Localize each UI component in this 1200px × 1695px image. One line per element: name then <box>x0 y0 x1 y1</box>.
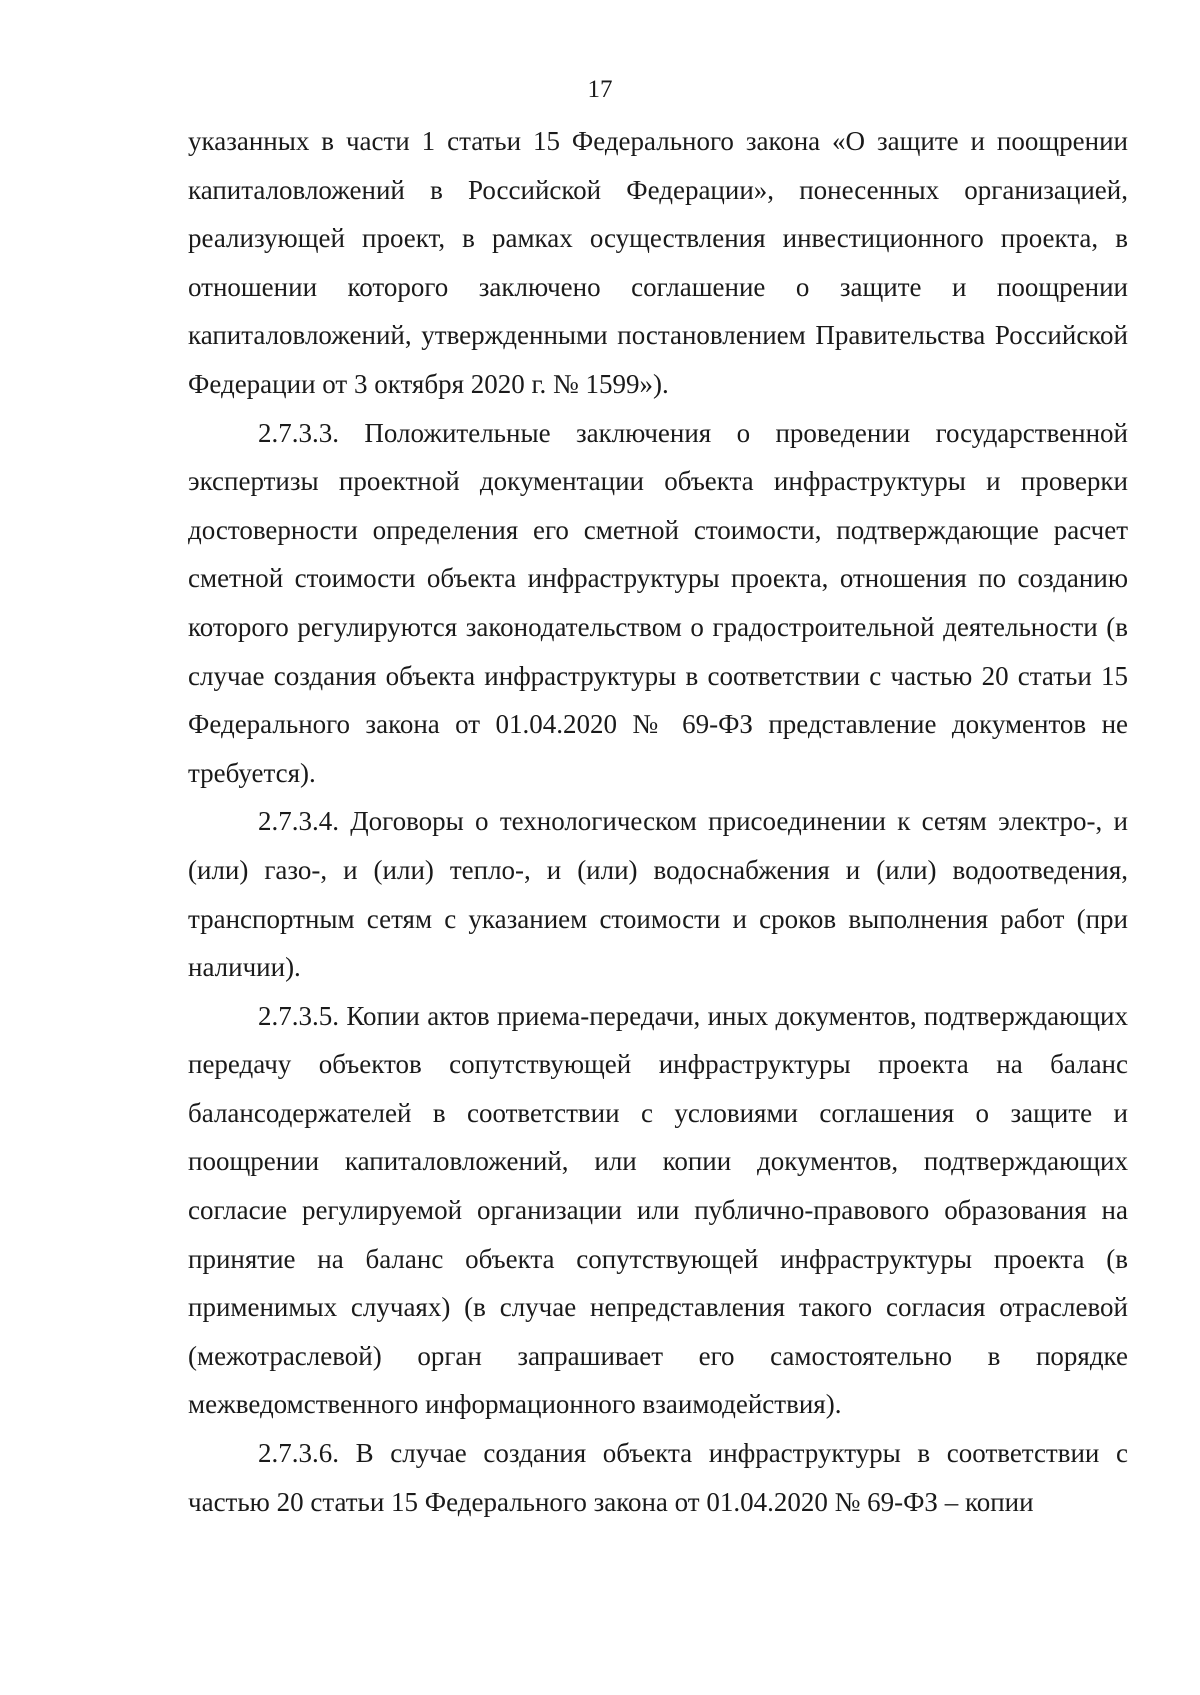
page-number: 17 <box>587 76 613 103</box>
paragraph-continuation: указанных в части 1 статьи 15 Федерального закона «О защите и поощрении капиталовложений в Российской Федерации», понесенных организацией, реализующей проект, в рамках осуществления инвестиционного проекта, в отношении которого заключено соглашение о защите и поощрении капиталовложений, утвержденными постановлением Правительства Российской Федерации от 3 октября 2020 г. № 1599»). <box>188 126 1128 399</box>
paragraph-2-7-3-5: 2.7.3.5. Копии актов приема-передачи, иных документов, подтверждающих передачу объектов сопутствующей инфраструктуры проекта на баланс балансодержателей в соответствии с условиями соглашения о защите и поощрении капиталовложений, или копии документов, подтверждающих согласие регулируемой организации или публично-правового образования на принятие на баланс объекта сопутствующей инфраструктуры проекта (в применимых случаях) (в случае непредставления такого согласия отраслевой (межотраслевой) орган запрашивает его самостоятельно в порядке межведомственного информационного взаимодействия). <box>188 1000 1128 1420</box>
paragraph-2-7-3-6: 2.7.3.6. В случае создания объекта инфраструктуры в соответствии с частью 20 статьи 15 Федерального закона от 01.04.2020 № 69-ФЗ – копии <box>188 1438 1128 1517</box>
paragraph-2-7-3-4: 2.7.3.4. Договоры о технологическом присоединении к сетям электро-, и (или) газо-, и (или) тепло-, и (или) водоснабжения и (или) водоотведения, транспортным сетям с указанием стоимости и сроков выполнения работ (при наличии). <box>188 806 1128 983</box>
paragraph-2-7-3-3: 2.7.3.3. Положительные заключения о проведении государственной экспертизы проектной документации объекта инфраструктуры и проверки достоверности определения его сметной стоимости, подтверждающие расчет сметной стоимости объекта инфраструктуры проекта, отношения по созданию которого регулируются законодательством о градостроительной деятельности (в случае создания объекта инфраструктуры в соответствии с частью 20 статьи 15 Федерального закона от 01.04.2020 № 69-ФЗ представление документов не требуется). <box>188 417 1128 788</box>
document-body <box>188 117 1128 1526</box>
